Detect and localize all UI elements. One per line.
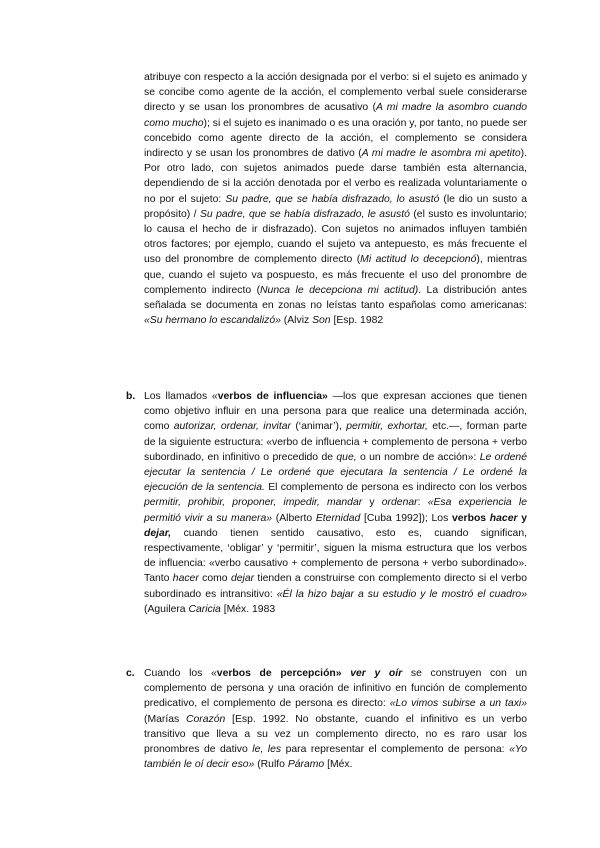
text-run: tienden a construirse con complemento directo si el verbo subordinado es intransitivo: — [144, 573, 527, 600]
term-verb: dejar, — [144, 527, 172, 539]
text-run: El complemento de persona es indirecto con los verbos — [264, 482, 527, 494]
example-sentence: «Su hermano lo escandalizó» — [144, 315, 281, 327]
text-run: : — [417, 497, 428, 509]
text-run: atribuye con respecto a la acción designada por el verbo: si el sujeto es animado y se concibe como agente de la acción, el complemento verbal suele considerarse directo y se usan los pronombres de acusativo ( — [144, 72, 527, 114]
text-run: —los que expresan acciones que tienen como objetivo influir en una persona para que realice una determinada acción, como — [144, 391, 527, 433]
example-word: ordenar — [381, 497, 418, 509]
text-run: para representar el complemento de persona: — [281, 744, 510, 756]
text-run: (le dio un susto a propósito) / — [144, 193, 527, 220]
example-word: hacer — [172, 573, 199, 585]
term-verb: ver y oír — [350, 668, 403, 679]
text-run: Cuando los « — [144, 668, 217, 679]
text-run: se construyen con un complemento de persona y una oración de infinitivo en función de complemento predicativo, el complemento de persona es directo: — [144, 668, 527, 710]
example-verbs: permitir, prohibir, proponer, impedir, mandar — [144, 497, 363, 509]
term-heading: verbos de percepción» — [216, 668, 342, 679]
example-sentence: «Lo vimos subirse a un taxi» — [389, 698, 527, 710]
example-sentence: Le ordené ejecutar la sentencia / Le ordené que ejecutara la sentencia / Le ordené la ejecución de la sentencia. — [144, 451, 527, 494]
section-b-paragraph — [144, 389, 527, 617]
source-title: Son — [312, 315, 331, 327]
text-run: [Cuba 1992]); Los — [360, 512, 452, 524]
text-run: (Alviz — [280, 315, 313, 327]
example-verbs: permitir, exhortar, — [346, 421, 428, 433]
example-sentence: Su padre, que se había disfrazado, lo asustó — [225, 193, 440, 205]
source-title: Corazón — [186, 713, 226, 725]
text-run: o un nombre de acción»: — [356, 451, 480, 463]
example-sentence: A mi madre le asombra mi apetito — [361, 148, 521, 160]
text-run: y — [362, 497, 382, 509]
term-heading: y — [517, 512, 528, 524]
example-word: le, les — [252, 744, 282, 756]
text-run: [Esp. 1992. No obstante, cuando el infinitivo es un verbo transitivo que lleva a su vez un complemento directo, no es raro usar los pronombres de dativo — [144, 713, 527, 756]
list-marker-c: c. — [126, 668, 135, 679]
text-run: etc.—, forman parte de la siguiente estructura: «verbo de influencia + complemento de persona + verbo subordinado, en infinitivo o precedido de — [144, 421, 527, 463]
term-heading: verbos de influencia» — [217, 391, 328, 402]
text-run: [Méx. 1983 — [220, 603, 276, 615]
example-sentence: A mi madre la asombro cuando como mucho — [144, 102, 528, 129]
example-sentence: «Él la hizo bajar a su estudio y le mostró el cuadro» — [276, 588, 527, 600]
source-title: Eternidad — [315, 512, 361, 524]
text-run: (Aguilera — [144, 603, 189, 615]
text-run: [Méx. — [324, 759, 353, 771]
text-run: ), mientras que, cuando el sujeto va pospuesto, es más frecuente el uso del pronombre de complemento indirecto ( — [144, 254, 528, 296]
text-run: cuando tienen sentido causativo, esto es, cuando significan, respectivamente, ‘obligar’ y ‘permitir’, siguen la misma estructura que los verbos de influencia: «verbo causativo + complemento de persona + verbo subordinado». Tanto — [144, 527, 527, 585]
text-run: Los llamados « — [144, 391, 218, 402]
text-run: (Rulfo — [254, 759, 288, 771]
text-run: . La distribución antes señalada se documenta en zonas no leístas tanto españolas como americanas: — [144, 284, 527, 312]
term-heading: verbos — [452, 512, 490, 524]
text-run — [342, 668, 351, 679]
text-run: (Marías — [144, 713, 186, 725]
example-sentence: «Esa experiencia le permitió vivir a su manera» — [144, 497, 527, 524]
text-run: (el susto es involuntario; lo causa el hecho de ir disfrazado). Con sujetos no animados influyen también otros factores; por ejemplo, cuando el sujeto va antepuesto, es más frecuente el uso del pronombre de complemento directo ( — [144, 208, 527, 266]
term-verb: hacer — [489, 512, 518, 524]
text-run: como — [198, 573, 231, 585]
intro-paragraph — [144, 70, 527, 328]
text-run: ); si el sujeto es inanimado o es una oración y, por tanto, no puede ser concebido como agente directo de la acción, el complemento se considera indirecto y se usan los pronombres de dativo ( — [144, 117, 527, 160]
example-verbs: autorizar, ordenar, invitar — [173, 421, 291, 433]
text-run: [Esp. 1982 — [330, 315, 384, 327]
example-sentence: Nunca le decepciona mi actitud) — [260, 284, 419, 296]
example-sentence: «Yo también le oí decir eso» — [144, 744, 527, 771]
example-sentence: Su padre, que se había disfrazado, le asustó — [199, 208, 410, 220]
source-title: Caricia — [188, 603, 221, 615]
source-title: Páramo — [287, 759, 325, 771]
section-c-paragraph — [144, 666, 527, 772]
text-run: (‘animar’), — [291, 421, 347, 433]
example-word: dejar — [230, 573, 255, 585]
example-sentence: Mi actitud lo decepcionó — [360, 254, 477, 266]
example-word: que, — [336, 451, 357, 463]
list-marker-b: b. — [126, 391, 136, 402]
text-run: (Alberto — [272, 512, 316, 524]
text-run: ). Por otro lado, con sujetos animados puede darse también esta alternancia, dependiendo de si la acción denotada por el verbo es realizada voluntariamente o no por el sujeto: — [144, 148, 527, 205]
